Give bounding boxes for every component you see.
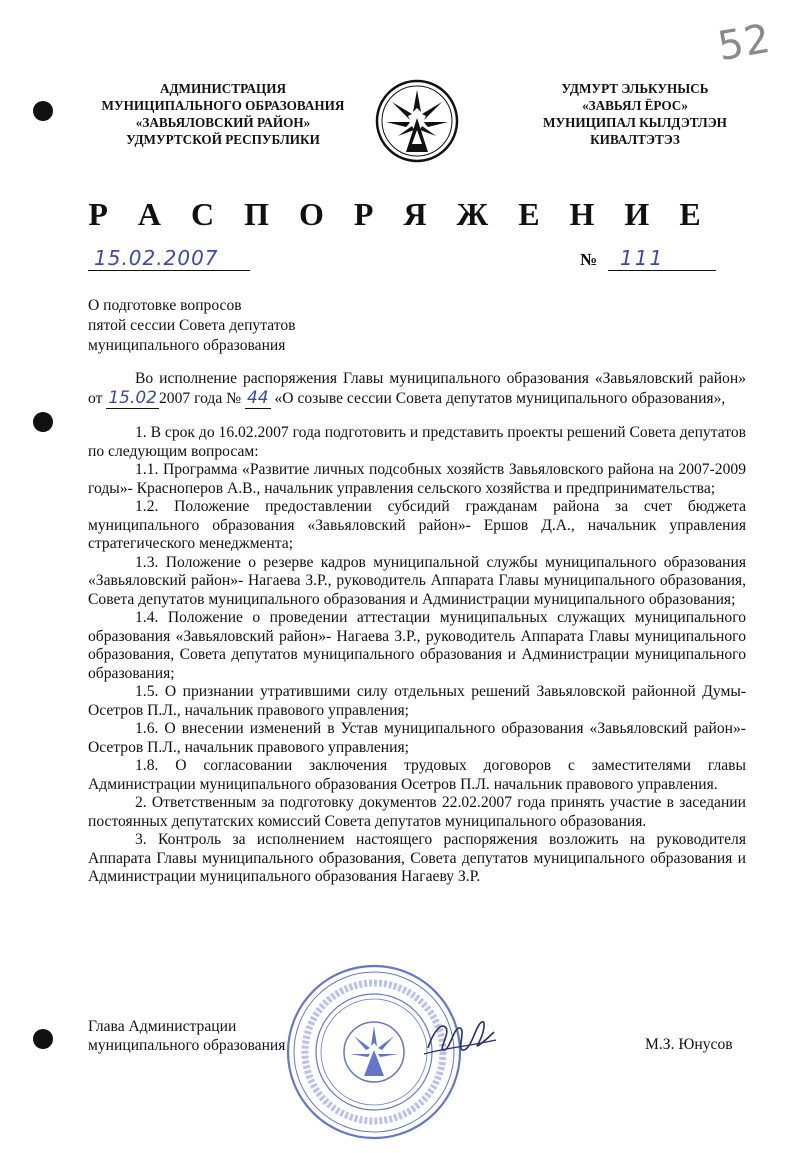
document-title: Р А С П О Р Я Ж Е Н И Е: [88, 196, 712, 232]
preamble-text: Во исполнение распоряжения Главы муниципального образования «Завьяловский район» от: [88, 370, 746, 407]
header-left: [88, 80, 358, 148]
handwritten-signature: [420, 1010, 500, 1060]
paragraph: 1.5. О признании утратившими силу отдельных решений Завьяловской районной Думы- Осетров П.Л., начальник правового управления;: [88, 683, 746, 719]
header-left-line: «ЗАВЬЯЛОВСКИЙ РАЙОН»: [135, 115, 311, 130]
header-right-line: «ЗАВЬЯЛ ЁРОС»: [582, 98, 688, 113]
header-right-line: УДМУРТ ЭЛЬКУНЫСЬ: [561, 81, 709, 96]
paragraph: 1.1. Программа «Развитие личных подсобных хозяйств Завьяловского района на 2007-2009 годы»- Красноперов А.В., начальник управления сельского хозяйства и предпринимательства;: [88, 461, 746, 497]
punch-hole: [33, 1029, 53, 1049]
handwritten-inline-number: 44: [246, 387, 269, 408]
header-right-line: КИВАЛТЭТЭЗ: [590, 132, 680, 147]
subject-block: [88, 296, 296, 356]
header-left-line: МУНИЦИПАЛЬНОГО ОБРАЗОВАНИЯ: [101, 98, 345, 113]
paragraph: 1.2. Положение предоставлении субсидий гражданам района за счет бюджета муниципального образования «Завьяловский район»- Ершов Д.А., начальник управления стратегического менеджмента;: [88, 498, 746, 552]
header-left-line: УДМУРТСКОЙ РЕСПУБЛИКИ: [126, 132, 320, 147]
paragraph: 1.3. Положение о резерве кадров муниципальной службы муниципального образования «Завьяловский район»- Нагаева З.Р., руководитель Аппарата Главы муниципального образования, Совета депутатов муниципального образования и Администрации муниципального образования;: [88, 553, 746, 608]
subject-line: О подготовке вопросов: [88, 297, 242, 314]
margin-note: 52: [714, 15, 775, 71]
number-sign: №: [580, 250, 598, 269]
punch-hole: [33, 101, 53, 121]
header-right: [505, 80, 765, 148]
handwritten-number: 111: [620, 246, 665, 270]
coat-of-arms-emblem: [372, 78, 462, 164]
header-left-line: АДМИНИСТРАЦИЯ: [159, 81, 287, 96]
date-field: [88, 244, 250, 271]
paragraph: 1.6. О внесении изменений в Устав муниципального образования «Завьяловский район»- Осетров П.Л., начальник правового управления;: [88, 720, 746, 756]
subject-line: пятой сессии Совета депутатов: [88, 317, 296, 334]
preamble-paragraph: [88, 370, 746, 408]
document-body: [88, 370, 746, 887]
signatory-name: М.З. Юнусов: [645, 1036, 733, 1053]
paragraph: 2. Ответственным за подготовку документов 22.02.2007 года принять участие в заседании постоянных депутатских комиссий Совета депутатов муниципального образования.: [88, 794, 746, 830]
handwritten-inline-date: 15.02: [108, 387, 157, 408]
preamble-text: «О созыве сессии Совета депутатов муниципального образования»,: [270, 389, 726, 407]
header-right-line: МУНИЦИПАЛ КЫЛДЭТЛЭН: [543, 115, 727, 130]
handwritten-date: 15.02.2007: [94, 246, 219, 270]
paragraph: 1. В срок до 16.02.2007 года подготовить и представить проекты решений Совета депутатов по следующим вопросам:: [88, 424, 746, 460]
paragraph: 3. Контроль за исполнением настоящего распоряжения возложить на руководителя Аппарата Главы муниципального образования, Совета депутатов муниципального образования и Администрации муниципального образования Нагаеву З.Р.: [88, 831, 746, 885]
signatory-position: [88, 1017, 285, 1055]
number-field: [608, 244, 716, 271]
subject-line: муниципального образования: [88, 337, 286, 354]
paragraph: 1.8. О согласовании заключения трудовых договоров с заместителями главы Администрации муниципального образования Осетров П.Л. начальник правового управления.: [88, 757, 746, 793]
signatory-position-line: Глава Администрации: [88, 1018, 237, 1035]
preamble-text: 2007 года №: [158, 389, 245, 407]
paragraph: 1.4. Положение о проведении аттестации муниципальных служащих муниципального образования «Завьяловский район»- Нагаева З.Р., руководитель Аппарата Главы муниципального образования, Совета депутатов муниципального образования и Администрации муниципального образования;: [88, 609, 746, 682]
signatory-position-line: муниципального образования: [88, 1037, 286, 1054]
punch-hole: [33, 412, 53, 432]
